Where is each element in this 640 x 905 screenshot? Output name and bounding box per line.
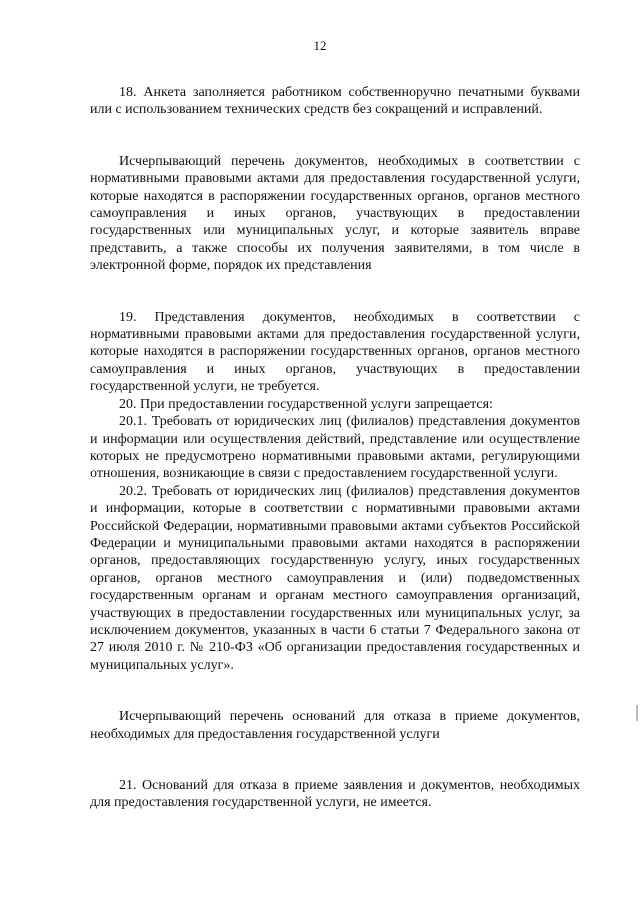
paragraph-20-1: 20.1. Требовать от юридических лиц (филиалов) представления документов и информации или осуществления действий, представление или осуществление которых не предусмотрено нормативными правовыми актами, регулирующими отношения, возникающие в связи с предоставлением государственной услуги.: [90, 414, 580, 482]
spacer: [90, 292, 580, 309]
spacer: [90, 136, 580, 153]
paragraph-21: 21. Оснований для отказа в приеме заявления и документов, необходимых для предоставления государственной услуги, не имеется.: [90, 778, 580, 811]
spacer: [90, 691, 580, 708]
paragraph-20: 20. При предоставлении государственной услуги запрещается:: [119, 396, 493, 412]
paragraph-20-2: 20.2. Требовать от юридических лиц (филиалов) представления документов и информации, которые в соответствии с нормативными правовыми актами Российской Федерации, нормативными правовыми актами субъектов Российской Федерации и муниципальными правовыми актами находятся в распоряжении органов, предоставляющих государственную услугу, иных государственных органов, органов местного самоуправления и (или) подведомственных государственным органам и органам местного самоуправления организаций, участвующих в предоставлении государственных или муниципальных услуг, за исключением документов, указанных в части 6 статьи 7 Федерального закона от 27 июля 2010 г. № 210-ФЗ «Об организации предоставления государственных и муниципальных услуг».: [90, 483, 580, 673]
scan-margin-mark: [636, 705, 638, 721]
paragraph-19: 19. Представления документов, необходимых в соответствии с нормативными правовыми актами для предоставления государственной услуги, которые находятся в распоряжении государственных органов, органов местного самоуправления и иных органов, участвующих в предоставлении государственной услуги, не требуется.: [90, 309, 580, 395]
spacer: [90, 674, 580, 691]
page-number: 12: [313, 38, 327, 53]
section-heading-documents-list: Исчерпывающий перечень документов, необходимых в соответствии с нормативными правовыми актами для предоставления государственной услуги, которые находятся в распоряжении государственных органов, органов местного самоуправления и иных органов, участвующих в предоставлении государственных или муниципальных услуг, и которые заявитель вправе представить, а также способы их получения заявителями, в том числе в электронной форме, порядок их представления: [90, 153, 580, 274]
section-heading-refusal-grounds: Исчерпывающий перечень оснований для отказа в приеме документов, необходимых для предоставления государственной услуги: [90, 709, 580, 742]
spacer: [90, 275, 580, 292]
paragraph-18: 18. Анкета заполняется работником собственноручно печатными буквами или с использованием технических средств без сокращений и исправлений.: [90, 85, 580, 118]
spacer: [90, 760, 580, 777]
spacer: [90, 743, 580, 760]
spacer: [90, 119, 580, 136]
document-body: [90, 84, 580, 812]
